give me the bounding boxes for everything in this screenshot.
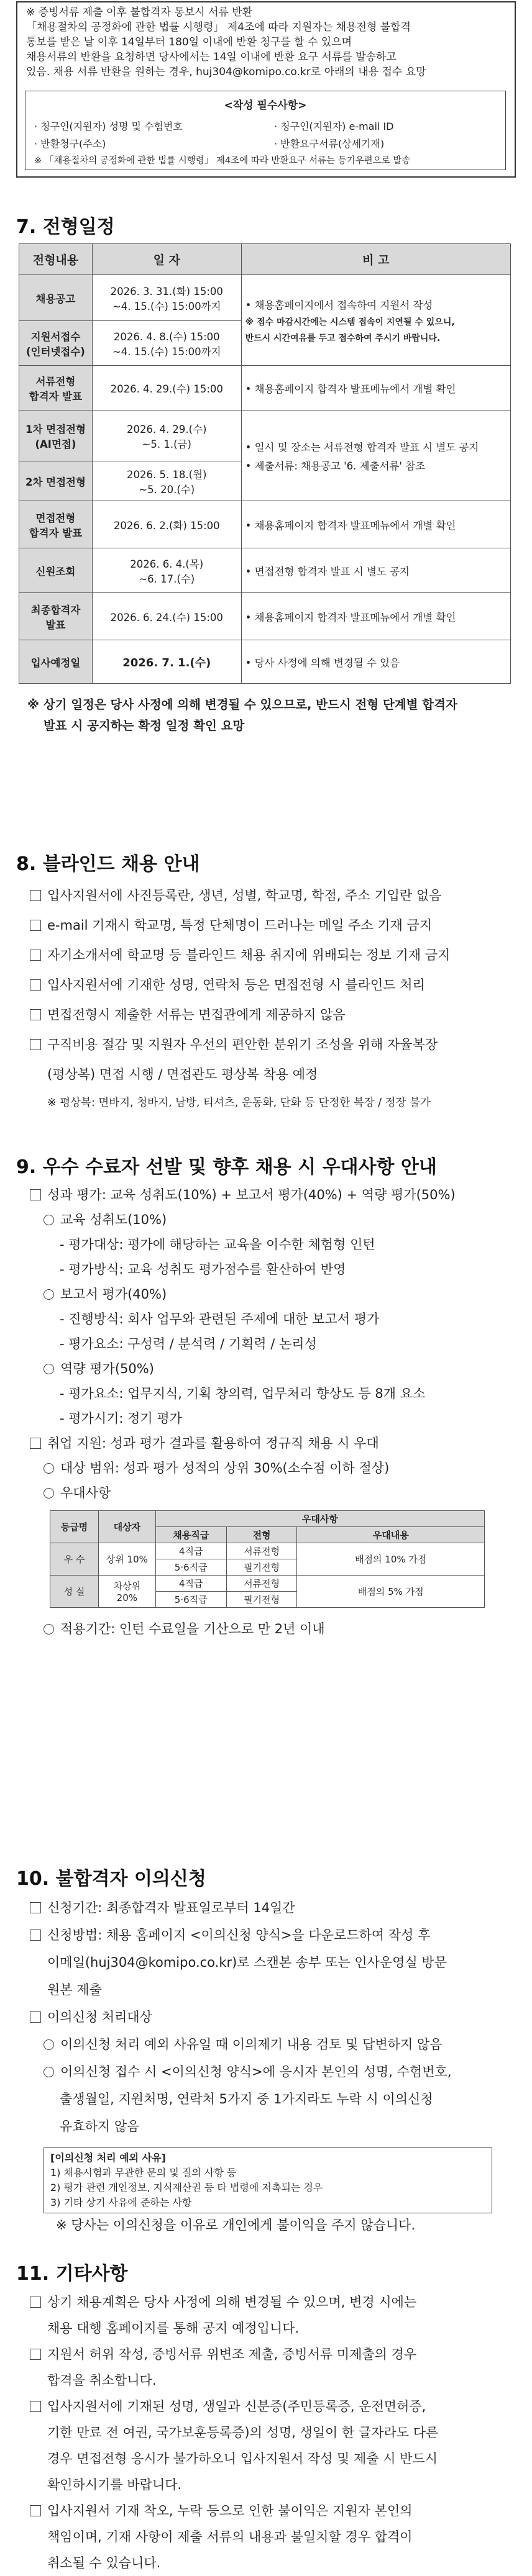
exception-item: 3) 기타 상기 사유에 준하는 사항 [50,2197,192,2208]
grade-cell: 우 수 [50,1543,99,1576]
notice-line: ※ 증빙서류 제출 이후 불합격자 통보시 서류 반환 [26,6,253,19]
row-label: 채용공고 [19,275,93,321]
eval-line: 우대사항 [60,1485,111,1500]
date-text: ~6. 17.(수) [139,573,195,585]
cell: 5·6직급 [155,1592,226,1608]
header-cell: 우대사항 [155,1511,484,1527]
blind-item: e-mail 기재시 학교명, 특정 단체명이 드러나는 메일 주소 기재 금지 [30,910,450,940]
appeal-line: 출생월일, 지원처명, 연락처 5가지 중 1가지라도 누락 시 이의신청 [60,2092,433,2107]
header-cell: 채용직급 [155,1527,226,1543]
eval-line: - 평가시기: 정기 평가 [60,1411,182,1426]
header-cell: 등급명 [50,1511,99,1543]
appeal-line: 이의신청 접수 시 <이의신청 양식>에 응시자 본인의 성명, 수험번호, [60,2064,452,2079]
note-text: ※ 접수 마감시간에는 시스템 접속이 지연될 수 있으니, [245,317,455,327]
required-item: · 청구인(지원자) 성명 및 수험번호 [34,120,183,132]
row-label: 최종합격자 [30,604,81,616]
eval-line: 교육 성취도(10%) [60,1212,167,1227]
document-return-notice-box [16,1,516,178]
section-title: 10. 불합격자 이의신청 [16,1868,206,1890]
appeal-line: 이의신청 처리 예외 사유일 때 이의제기 내용 검토 및 답변하지 않음 [60,2037,443,2052]
date-text: 2026. 6. 4.(목) [130,558,204,570]
eval-line: - 평가요소: 업무지식, 기획 창의력, 업무처리 향상도 등 8개 요소 [60,1386,426,1401]
checkbox-square-icon [30,2401,41,2412]
blind-note: ※ 평상복: 면바지, 청바지, 남방, 티셔츠, 운동화, 단화 등 단정한 복장 / 정장 불가 [47,1097,431,1109]
row-label: 서류전형 [35,375,76,388]
required-item: · 반환청구(주소) [34,138,106,150]
date-text: ~4. 15.(수) 15:00까지 [112,345,221,358]
row-label: 신원조회 [19,548,93,593]
cell: 4직급 [155,1543,226,1559]
header-cell: 전형 [226,1527,297,1543]
date-text: 2026. 3. 31.(화) 15:00 [110,285,223,297]
target-cell: 상위 10% [98,1543,155,1576]
header-cell: 비 고 [241,244,510,275]
blind-item: 구직비용 절감 및 지원자 우선의 편안한 분위기 조성을 위해 자율복장 [30,1030,450,1059]
circle-bullet-icon [44,2039,54,2050]
blind-item: 입사지원서에 사진등록란, 생년, 성별, 학교명, 학점, 주소 기입란 없음 [30,881,450,910]
date-text: 2026. 6. 24.(수) 15:00 [92,593,241,640]
notice-line: 있음. 채용 서류 반환을 원하는 경우, huj304@komipo.co.kr로 아래의 내용 접수 요망 [26,66,426,78]
blind-item: 면접전형시 제출한 서류는 면접관에게 제공하지 않음 [30,1000,450,1030]
cell: 4직급 [155,1576,226,1592]
appeal-line: 유효하지 않음 [60,2119,140,2134]
required-note: ※ 「채용절차의 공정화에 관한 법률 시행령」 제4조에 따라 반환요구 서류는 등기우편으로 발송 [34,156,411,166]
cell: 서류전형 [226,1543,297,1559]
content-cell: 배점의 5% 가점 [297,1576,485,1608]
target-cell: 차상위 20% [98,1576,155,1608]
cell: 필기전형 [226,1559,297,1576]
circle-bullet-icon [44,1488,54,1499]
row-label: (AI면접) [35,438,76,450]
appeal-line: 이메일(huj304@komipo.co.kr)로 스캔본 송부 또는 인사운영실 방문 [47,1955,447,1970]
etc-item: 입사지원서에 기재된 성명, 생일과 신분증(주민등록증, 운전면허증, 기한 만료 전 여권, 국가보훈등록증)의 성명, 생일이 한 글자라도 다른 경우 면접전형 응시가 불가하오니 입사지원서 작성 및 제출 시 반드시 확인하시기를 바랍니다. [30,2393,438,2498]
row-label: 합격자 발표 [29,527,83,539]
checkbox-square-icon [30,2011,41,2023]
blind-item-cont: (평상복) 면접 시행 / 면접관도 평상복 착용 예정 [47,1067,318,1082]
appeal-line: 신청기간: 최종합격자 발표일로부터 14일간 [47,1900,295,1915]
row-label: (인터넷접수) [26,345,85,358]
etc-item: 지원서 허위 작성, 증빙서류 위변조 제출, 증빙서류 미제출의 경우 합격을 취소합니다. [30,2341,438,2393]
date-text: ~5. 1.(금) [142,438,191,450]
eval-line: 적용기간: 인턴 수료일을 기산으로 만 2년 이내 [60,1621,325,1636]
cell: 서류전형 [226,1576,297,1592]
date-text: 2026. 4. 8.(수) 15:00 [113,330,220,343]
date-text: ~5. 20.(수) [139,483,195,496]
circle-bullet-icon [44,1289,54,1300]
schedule-footnote: ※ 상기 일정은 당사 사정에 의해 변경될 수 있으므로, 반드시 전형 단계별 합격자 [27,697,457,712]
note-text: • 일시 및 장소는 서류전형 합격자 발표 시 별도 공지 [245,441,479,453]
checkbox-square-icon [30,979,41,991]
row-label: 지원서접수 [30,330,81,343]
etc-item: 상기 채용계획은 당사 사정에 의해 변경될 수 있으며, 변경 시에는 채용 대행 홈페이지를 통해 공지 예정입니다. [30,2289,438,2341]
row-label: 1차 면접전형 [25,423,86,435]
cell: 필기전형 [226,1592,297,1608]
required-items-box [25,91,506,170]
section-title: 7. 전형일정 [16,216,115,238]
checkbox-square-icon [30,2349,41,2360]
note-text: • 채용홈페이지 합격자 발표메뉴에서 개별 확인 [241,593,510,640]
header-cell: 우대내용 [297,1527,485,1543]
row-label: 합격자 발표 [29,390,83,402]
appeal-line: 신청방법: 채용 홈페이지 <이의신청 양식>을 다운로드하여 작성 후 [47,1928,431,1943]
checkbox-square-icon [30,1009,41,1020]
eval-line: 보고서 평가(40%) [60,1287,167,1302]
notice-line: 「채용절차의 공정화에 관한 법률 시행령」 제4조에 따라 지원자는 채용전형 불합격 [26,21,411,34]
eval-line: - 평가방식: 교육 성취도 평가점수를 환산하여 반영 [60,1262,346,1277]
date-text: ~4. 15.(수) 15:00까지 [112,300,221,312]
note-text: • 제출서류: 채용공고 '6. 제출서류' 참조 [245,460,426,472]
eval-line: - 평가대상: 평가에 해당하는 교육을 이수한 체험형 인턴 [60,1237,375,1252]
circle-bullet-icon [44,1624,54,1635]
checkbox-square-icon [30,1438,41,1449]
checkbox-square-icon [30,1902,41,1913]
required-item: · 청구인(지원자) e-mail ID [274,120,394,132]
row-label: 면접전형 [35,512,76,524]
blind-item: 자기소개서에 학교명 등 블라인드 채용 취지에 위배되는 정보 기재 금지 [30,940,450,970]
circle-bullet-icon [44,2067,54,2077]
exception-item: 1) 채용시험과 무관한 문의 및 질의 사항 등 [50,2167,237,2179]
exception-item: 2) 평가 관련 개인정보, 지식재산권 등 타 법령에 저촉되는 경우 [50,2182,323,2193]
eval-line: 성과 평가: 교육 성취도(10%) + 보고서 평가(40%) + 역량 평가(50%) [47,1187,456,1202]
eval-line: 대상 범위: 성과 평가 성적의 상위 30%(소수점 이하 절상) [60,1461,390,1476]
header-cell: 일 자 [92,244,241,275]
eval-line: 취업 지원: 성과 평가 결과를 활용하여 정규직 채용 시 우대 [47,1436,379,1451]
row-label: 발표 [45,619,66,631]
section-title: 8. 블라인드 채용 안내 [16,853,200,875]
section-title: 11. 기타사항 [16,2263,128,2285]
note-text: • 채용홈페이지에서 접속하여 지원서 작성 [245,299,433,311]
schedule-table [19,243,511,684]
header-cell: 전형내용 [19,244,93,275]
notice-line: 통보를 받은 날 이후 14일부터 180일 이내에 반환 청구를 할 수 있으며 [26,36,352,48]
checkbox-square-icon [30,920,41,931]
circle-bullet-icon [44,1215,54,1225]
checkbox-square-icon [30,890,41,901]
row-label: 입사예정일 [19,640,93,684]
circle-bullet-icon [44,1364,54,1374]
checkbox-square-icon [30,950,41,961]
cell: 5·6직급 [155,1559,226,1576]
checkbox-square-icon [30,1930,41,1941]
note-text: • 채용홈페이지 합격자 발표메뉴에서 개별 확인 [241,366,510,410]
checkbox-square-icon [30,1039,41,1050]
date-text: 2026. 7. 1.(수) [92,640,241,684]
grade-cell: 성 실 [50,1576,99,1608]
exception-title: [이의신청 처리 예외 사유] [50,2152,166,2164]
appeal-line: 이의신청 처리대상 [47,2010,152,2025]
checkbox-square-icon [30,1189,41,1200]
notice-line: 채용서류의 반환을 요청하면 당사에서는 14일 이내에 반환 요구 서류를 발송하고 [26,51,397,63]
date-text: 2026. 4. 29.(수) [126,423,207,435]
schedule-footnote: 발표 시 공지하는 확정 일정 확인 요망 [44,719,245,733]
note-text: 반드시 시간여유를 두고 접수하여 주시기 바랍니다. [245,333,441,343]
appeal-line: 원본 제출 [47,1982,102,1997]
appeal-note: ※ 당사는 이의신청을 이유로 개인에게 불이익을 주지 않습니다. [56,2218,416,2233]
circle-bullet-icon [44,1463,54,1474]
date-text: 2026. 4. 29.(수) 15:00 [92,366,241,410]
checkbox-square-icon [30,2297,41,2308]
etc-item: 입사지원서 기재 착오, 누락 등으로 인한 불이익은 지원자 본인의 책임이며, 기재 사항이 제출 서류의 내용과 불일치할 경우 합격이 취소될 수 있습니다. [30,2498,438,2576]
content-cell: 배점의 10% 가점 [297,1543,485,1576]
eval-line: 역량 평가(50%) [60,1361,154,1376]
blind-item: 입사지원서에 기재한 성명, 연락처 등은 면접전형 시 블라인드 처리 [30,970,450,1000]
row-label: 2차 면접전형 [19,461,93,501]
required-items-title: <작성 필수사항> [224,99,307,112]
checkbox-square-icon [30,2505,41,2516]
required-item: · 반환요구서류(상세기재) [274,138,385,150]
note-text: • 당사 사정에 의해 변경될 수 있음 [241,640,510,684]
preference-table [50,1510,485,1608]
note-text: • 면접전형 합격자 발표 시 별도 공지 [241,548,510,593]
note-text: • 채용홈페이지 합격자 발표메뉴에서 개별 확인 [241,501,510,548]
eval-line: - 평가요소: 구성력 / 분석력 / 기획력 / 논리성 [60,1336,317,1351]
header-cell: 대상자 [98,1511,155,1543]
eval-line: - 진행방식: 회사 업무와 관련된 주제에 대한 보고서 평가 [60,1312,380,1327]
appeal-exception-box [44,2147,492,2213]
date-text: 2026. 6. 2.(화) 15:00 [92,501,241,548]
section-title: 9. 우수 수료자 선발 및 향후 채용 시 우대사항 안내 [16,1156,437,1178]
date-text: 2026. 5. 18.(월) [126,468,207,481]
